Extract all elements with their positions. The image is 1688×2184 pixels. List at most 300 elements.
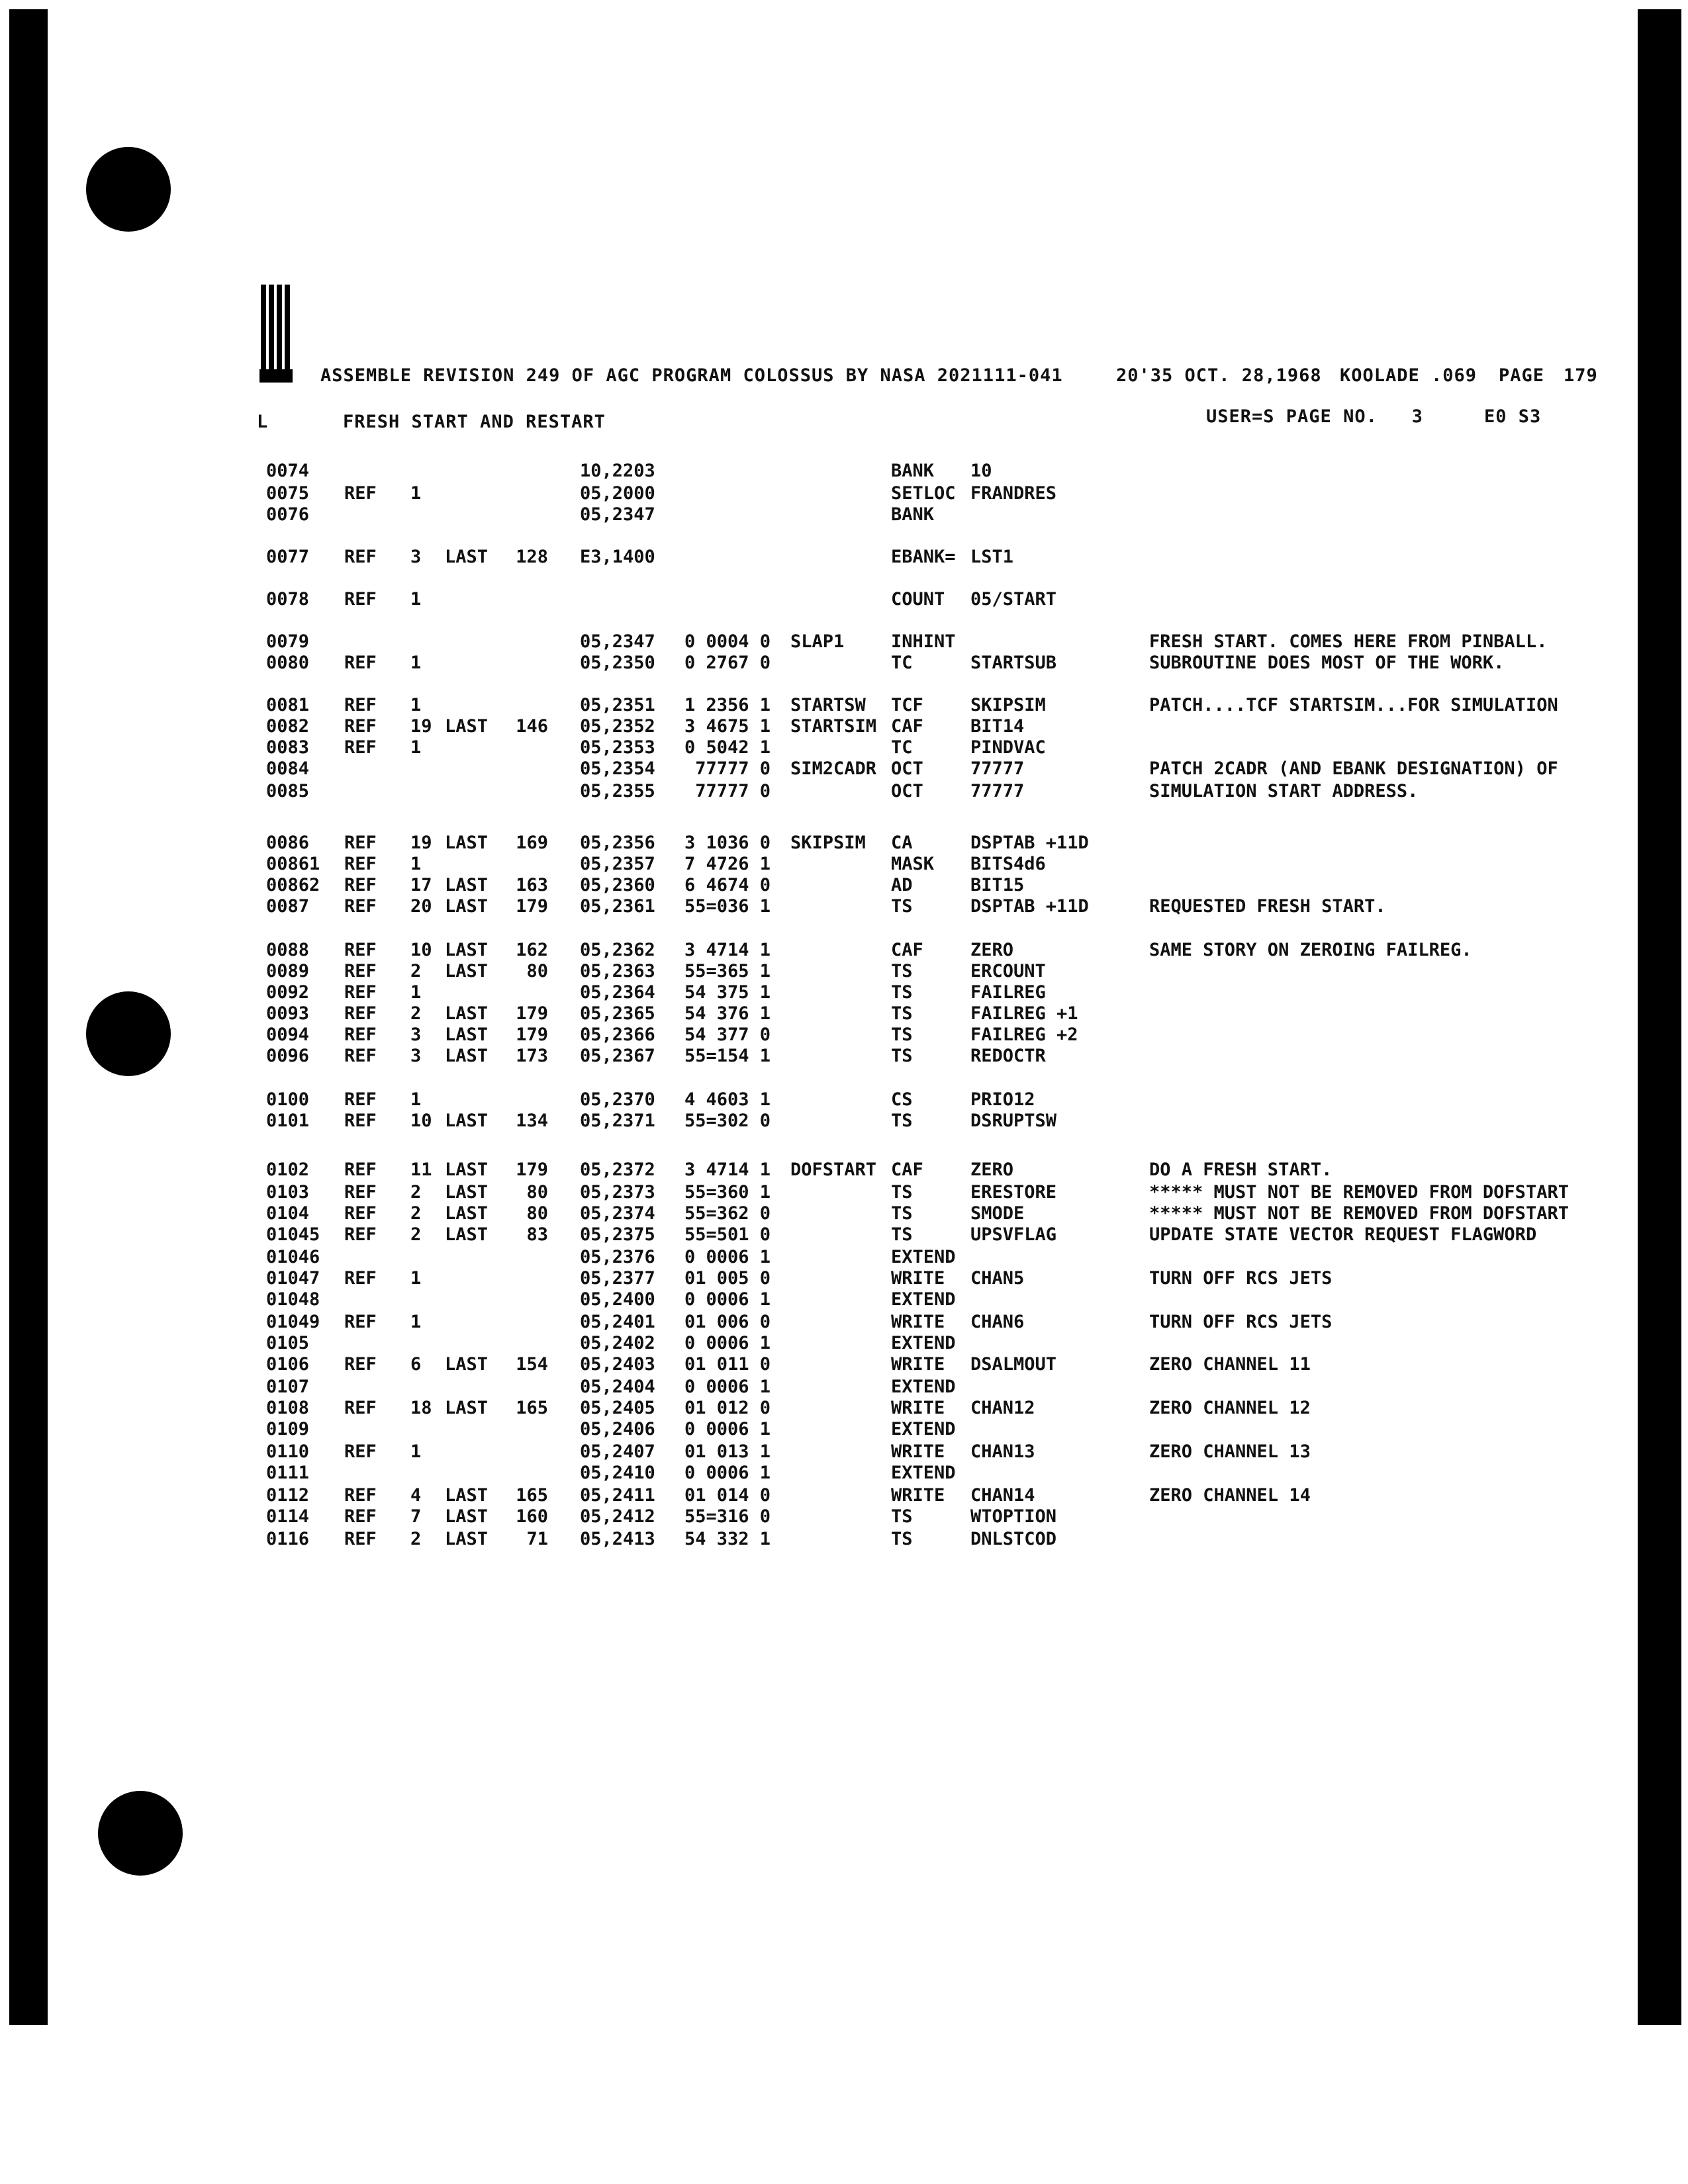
bank-address: 05,2361 — [580, 896, 655, 917]
octal-code: 0 0006 1 — [684, 1419, 771, 1439]
octal-code: 3 1036 0 — [684, 833, 771, 853]
ref-count: 3 — [410, 1046, 422, 1066]
last-page: 173 — [516, 1046, 548, 1066]
octal-code: 01 013 1 — [684, 1441, 771, 1462]
operand: CHAN13 — [970, 1441, 1035, 1462]
ref-count: 2 — [410, 961, 422, 981]
opcode: EXTEND — [891, 1289, 956, 1310]
ref-flag: REF — [344, 1089, 377, 1110]
bank-address: 05,2405 — [580, 1398, 655, 1418]
operand: LST1 — [970, 547, 1014, 567]
ref-count: 19 — [410, 716, 432, 737]
octal-code: 55=362 0 — [684, 1203, 771, 1224]
seq-number: 0109 — [266, 1419, 310, 1439]
last-page: 179 — [516, 896, 548, 917]
listing-title: ASSEMBLE REVISION 249 OF AGC PROGRAM COLOSSUS BY NASA 2021111-041 — [320, 365, 1063, 386]
last-page: 80 — [526, 1203, 548, 1224]
last-label: LAST — [445, 875, 489, 895]
opcode: SETLOC — [891, 483, 956, 504]
last-page: 146 — [516, 716, 548, 737]
last-label: LAST — [445, 1354, 489, 1375]
page-number: 179 — [1564, 365, 1598, 386]
ref-count: 1 — [410, 1312, 422, 1332]
seq-number: 0102 — [266, 1160, 310, 1180]
bank-address: 05,2412 — [580, 1506, 655, 1527]
operand: CHAN12 — [970, 1398, 1035, 1418]
ref-count: 1 — [410, 695, 422, 715]
seq-number: 0100 — [266, 1089, 310, 1110]
bank-address: 05,2350 — [580, 653, 655, 673]
last-label: LAST — [445, 940, 489, 960]
seq-number: 0089 — [266, 961, 310, 981]
comment: ZERO CHANNEL 14 — [1149, 1485, 1311, 1506]
operand: FAILREG — [970, 982, 1046, 1003]
ref-count: 2 — [410, 1529, 422, 1549]
comment: REQUESTED FRESH START. — [1149, 896, 1386, 917]
ref-count: 1 — [410, 854, 422, 874]
bank-address: 05,2366 — [580, 1024, 655, 1045]
operand: SMODE — [970, 1203, 1025, 1224]
operand: FRANDRES — [970, 483, 1057, 504]
last-label: LAST — [445, 547, 489, 567]
bank-address: 05,2362 — [580, 940, 655, 960]
operand: FAILREG +2 — [970, 1024, 1078, 1045]
last-label: LAST — [445, 1506, 489, 1527]
bank-address: 05,2354 — [580, 758, 655, 779]
octal-code: 01 005 0 — [684, 1268, 771, 1289]
opcode: TS — [891, 1046, 913, 1066]
opcode: TS — [891, 1003, 913, 1024]
comment: PATCH 2CADR (AND EBANK DESIGNATION) OF — [1149, 758, 1558, 779]
bank-address: 05,2356 — [580, 833, 655, 853]
ref-count: 4 — [410, 1485, 422, 1506]
ref-flag: REF — [344, 737, 377, 758]
last-label: LAST — [445, 1485, 489, 1506]
seq-number: 00862 — [266, 875, 320, 895]
symbol-label: SKIPSIM — [790, 833, 866, 853]
seq-number: 0081 — [266, 695, 310, 715]
last-label: LAST — [445, 1203, 489, 1224]
operand: BIT15 — [970, 875, 1025, 895]
ref-flag: REF — [344, 1506, 377, 1527]
opcode: TS — [891, 1506, 913, 1527]
seq-number: 0105 — [266, 1333, 310, 1353]
last-page: 169 — [516, 833, 548, 853]
seq-number: 0110 — [266, 1441, 310, 1462]
bank-address: 10,2203 — [580, 461, 655, 481]
ref-flag: REF — [344, 1529, 377, 1549]
bank-address: 05,2374 — [580, 1203, 655, 1224]
bank-address: 05,2373 — [580, 1182, 655, 1203]
ref-count: 10 — [410, 940, 432, 960]
octal-code: 55=154 1 — [684, 1046, 771, 1066]
ref-flag: REF — [344, 875, 377, 895]
bank-address: 05,2372 — [580, 1160, 655, 1180]
comment: PATCH....TCF STARTSIM...FOR SIMULATION — [1149, 695, 1558, 715]
octal-code: 54 375 1 — [684, 982, 771, 1003]
ref-count: 1 — [410, 1268, 422, 1289]
ref-count: 20 — [410, 896, 432, 917]
comment: DO A FRESH START. — [1149, 1160, 1333, 1180]
seq-number: 0086 — [266, 833, 310, 853]
bank-address: 05,2404 — [580, 1377, 655, 1397]
ref-flag: REF — [344, 1182, 377, 1203]
listing-timestamp: 20'35 OCT. 28,1968 — [1116, 365, 1322, 386]
opcode: TS — [891, 1529, 913, 1549]
octal-code: 0 0006 1 — [684, 1247, 771, 1267]
operand: DSRUPTSW — [970, 1111, 1057, 1131]
page-label: PAGE — [1499, 365, 1545, 386]
bank-address: 05,2400 — [580, 1289, 655, 1310]
bank-address: 05,2402 — [580, 1333, 655, 1353]
ref-flag: REF — [344, 1485, 377, 1506]
bank-address: 05,2357 — [580, 854, 655, 874]
seq-number: 0082 — [266, 716, 310, 737]
ref-flag: REF — [344, 1441, 377, 1462]
bank-address: 05,2406 — [580, 1419, 655, 1439]
octal-code: 3 4714 1 — [684, 1160, 771, 1180]
scan-edge-right — [1638, 9, 1681, 2025]
octal-code: 54 376 1 — [684, 1003, 771, 1024]
operand: ZERO — [970, 1160, 1014, 1180]
last-label: LAST — [445, 716, 489, 737]
opcode: WRITE — [891, 1485, 945, 1506]
ref-count: 18 — [410, 1398, 432, 1418]
seq-number: 0092 — [266, 982, 310, 1003]
last-page: 80 — [526, 1182, 548, 1203]
last-page: 80 — [526, 961, 548, 981]
last-page: 163 — [516, 875, 548, 895]
comment: ZERO CHANNEL 11 — [1149, 1354, 1311, 1375]
bank-address: 05,2370 — [580, 1089, 655, 1110]
opcode: EXTEND — [891, 1463, 956, 1483]
bank-address: 05,2410 — [580, 1463, 655, 1483]
ref-flag: REF — [344, 854, 377, 874]
comment: ZERO CHANNEL 13 — [1149, 1441, 1311, 1462]
operand: CHAN6 — [970, 1312, 1025, 1332]
bank-address: 05,2355 — [580, 781, 655, 801]
bank-address: 05,2367 — [580, 1046, 655, 1066]
octal-code: 01 012 0 — [684, 1398, 771, 1418]
seq-number: 01049 — [266, 1312, 320, 1332]
comment: ***** MUST NOT BE REMOVED FROM DOFSTART — [1149, 1182, 1569, 1203]
ref-flag: REF — [344, 1203, 377, 1224]
seq-number: 0101 — [266, 1111, 310, 1131]
seq-number: 0116 — [266, 1529, 310, 1549]
opcode: INHINT — [891, 631, 956, 652]
octal-code: 0 0006 1 — [684, 1289, 771, 1310]
octal-code: 0 2767 0 — [684, 653, 771, 673]
comment: FRESH START. COMES HERE FROM PINBALL. — [1149, 631, 1548, 652]
octal-code: 6 4674 0 — [684, 875, 771, 895]
last-page: 179 — [516, 1024, 548, 1045]
comment: TURN OFF RCS JETS — [1149, 1268, 1333, 1289]
bank-address: 05,2360 — [580, 875, 655, 895]
bank-address: 05,2352 — [580, 716, 655, 737]
opcode: TS — [891, 982, 913, 1003]
seq-number: 0080 — [266, 653, 310, 673]
ref-flag: REF — [344, 1354, 377, 1375]
opcode: COUNT — [891, 589, 945, 610]
octal-code: 55=036 1 — [684, 896, 771, 917]
seq-number: 00861 — [266, 854, 320, 874]
ref-flag: REF — [344, 1046, 377, 1066]
last-page: 160 — [516, 1506, 548, 1527]
ref-count: 10 — [410, 1111, 432, 1131]
comment: ZERO CHANNEL 12 — [1149, 1398, 1311, 1418]
ref-count: 3 — [410, 1024, 422, 1045]
opcode: CAF — [891, 1160, 923, 1180]
bank-address: 05,2363 — [580, 961, 655, 981]
opcode: TCF — [891, 695, 923, 715]
operand: DSPTAB +11D — [970, 896, 1089, 917]
octal-code: 0 0004 0 — [684, 631, 771, 652]
last-label: LAST — [445, 896, 489, 917]
seq-number: 0094 — [266, 1024, 310, 1045]
ref-count: 1 — [410, 1441, 422, 1462]
opcode: OCT — [891, 781, 923, 801]
operand: 77777 — [970, 781, 1025, 801]
ref-count: 1 — [410, 653, 422, 673]
bank-address: 05,2347 — [580, 631, 655, 652]
operand: 77777 — [970, 758, 1025, 779]
last-label: LAST — [445, 1224, 489, 1245]
last-label: LAST — [445, 1398, 489, 1418]
bank-address: 05,2375 — [580, 1224, 655, 1245]
bank-address: 05,2413 — [580, 1529, 655, 1549]
octal-code: 4 4603 1 — [684, 1089, 771, 1110]
octal-code: 0 5042 1 — [684, 737, 771, 758]
last-page: 83 — [526, 1224, 548, 1245]
last-label: LAST — [445, 1046, 489, 1066]
seq-number: 0111 — [266, 1463, 310, 1483]
operand: CHAN5 — [970, 1268, 1025, 1289]
comment: SAME STORY ON ZEROING FAILREG. — [1149, 940, 1472, 960]
last-page: 134 — [516, 1111, 548, 1131]
seq-number: 0093 — [266, 1003, 310, 1024]
symbol-label: STARTSW — [790, 695, 866, 715]
last-page: 71 — [526, 1529, 548, 1549]
seq-number: 0103 — [266, 1182, 310, 1203]
bank-address: 05,2376 — [580, 1247, 655, 1267]
comment: SUBROUTINE DOES MOST OF THE WORK. — [1149, 653, 1505, 673]
seq-number: 0079 — [266, 631, 310, 652]
last-label: LAST — [445, 1182, 489, 1203]
ref-count: 6 — [410, 1354, 422, 1375]
seq-number: 0074 — [266, 461, 310, 481]
section-marker: L — [257, 412, 269, 432]
ref-flag: REF — [344, 1312, 377, 1332]
opcode: CA — [891, 833, 913, 853]
ref-flag: REF — [344, 896, 377, 917]
seq-number: 0084 — [266, 758, 310, 779]
operand: 10 — [970, 461, 992, 481]
operand: DSPTAB +11D — [970, 833, 1089, 853]
last-page: 179 — [516, 1160, 548, 1180]
operand: UPSVFLAG — [970, 1224, 1057, 1245]
octal-code: 77777 0 — [695, 758, 771, 779]
comment: TURN OFF RCS JETS — [1149, 1312, 1333, 1332]
bank-address: 05,2371 — [580, 1111, 655, 1131]
punch-hole-bottom — [98, 1791, 183, 1876]
bank-address: E3,1400 — [580, 547, 655, 567]
ref-flag: REF — [344, 1111, 377, 1131]
octal-code: 54 377 0 — [684, 1024, 771, 1045]
opcode: TS — [891, 1024, 913, 1045]
octal-code: 0 0006 1 — [684, 1463, 771, 1483]
opcode: TC — [891, 653, 913, 673]
ref-count: 1 — [410, 1089, 422, 1110]
seq-number: 0106 — [266, 1354, 310, 1375]
opcode: BANK — [891, 461, 935, 481]
operand: DSALMOUT — [970, 1354, 1057, 1375]
seq-number: 0088 — [266, 940, 310, 960]
seq-number: 0104 — [266, 1203, 310, 1224]
eo-code: E0 S3 — [1484, 406, 1542, 427]
ref-flag: REF — [344, 653, 377, 673]
last-page: 162 — [516, 940, 548, 960]
punch-hole-top — [86, 147, 171, 232]
opcode: AD — [891, 875, 913, 895]
operand: DNLSTCOD — [970, 1529, 1057, 1549]
opcode: CAF — [891, 940, 923, 960]
opcode: TS — [891, 896, 913, 917]
last-page: 179 — [516, 1003, 548, 1024]
ref-count: 1 — [410, 737, 422, 758]
octal-code: 55=360 1 — [684, 1182, 771, 1203]
octal-code: 01 011 0 — [684, 1354, 771, 1375]
operand: ZERO — [970, 940, 1014, 960]
octal-code: 77777 0 — [695, 781, 771, 801]
opcode: EXTEND — [891, 1419, 956, 1439]
seq-number: 0112 — [266, 1485, 310, 1506]
last-label: LAST — [445, 1024, 489, 1045]
seq-number: 01045 — [266, 1224, 320, 1245]
opcode: TS — [891, 1224, 913, 1245]
opcode: TS — [891, 1203, 913, 1224]
ref-flag: REF — [344, 1398, 377, 1418]
ref-flag: REF — [344, 1224, 377, 1245]
section-title: FRESH START AND RESTART — [343, 412, 606, 432]
opcode: EXTEND — [891, 1377, 956, 1397]
opcode: TS — [891, 961, 913, 981]
last-label: LAST — [445, 833, 489, 853]
operand: REDOCTR — [970, 1046, 1046, 1066]
ref-flag: REF — [344, 1160, 377, 1180]
bank-address: 05,2347 — [580, 504, 655, 525]
symbol-label: STARTSIM — [790, 716, 877, 737]
ref-flag: REF — [344, 833, 377, 853]
operand: PINDVAC — [970, 737, 1046, 758]
scan-edge-left — [9, 9, 48, 2025]
seq-number: 01046 — [266, 1247, 320, 1267]
ref-count: 19 — [410, 833, 432, 853]
opcode: WRITE — [891, 1398, 945, 1418]
seq-number: 0096 — [266, 1046, 310, 1066]
bank-address: 05,2407 — [580, 1441, 655, 1462]
ref-flag: REF — [344, 589, 377, 610]
listing-logo-icon — [259, 285, 294, 384]
opcode: EXTEND — [891, 1247, 956, 1267]
operand: CHAN14 — [970, 1485, 1035, 1506]
last-label: LAST — [445, 1003, 489, 1024]
seq-number: 01047 — [266, 1268, 320, 1289]
bank-address: 05,2411 — [580, 1485, 655, 1506]
seq-number: 0108 — [266, 1398, 310, 1418]
opcode: EXTEND — [891, 1333, 956, 1353]
ref-count: 1 — [410, 982, 422, 1003]
opcode: WRITE — [891, 1441, 945, 1462]
opcode: EBANK= — [891, 547, 956, 567]
ref-count: 11 — [410, 1160, 432, 1180]
octal-code: 3 4714 1 — [684, 940, 771, 960]
symbol-label: SLAP1 — [790, 631, 845, 652]
seq-number: 01048 — [266, 1289, 320, 1310]
ref-count: 17 — [410, 875, 432, 895]
ref-count: 3 — [410, 547, 422, 567]
octal-code: 55=365 1 — [684, 961, 771, 981]
ref-count: 2 — [410, 1003, 422, 1024]
last-label: LAST — [445, 1111, 489, 1131]
bank-address: 05,2377 — [580, 1268, 655, 1289]
bank-address: 05,2403 — [580, 1354, 655, 1375]
opcode: CAF — [891, 716, 923, 737]
ref-flag: REF — [344, 940, 377, 960]
bank-address: 05,2353 — [580, 737, 655, 758]
user-page-number: USER=S PAGE NO. 3 — [1206, 406, 1423, 427]
seq-number: 0078 — [266, 589, 310, 610]
ref-flag: REF — [344, 695, 377, 715]
last-page: 154 — [516, 1354, 548, 1375]
bank-address: 05,2351 — [580, 695, 655, 715]
octal-code: 3 4675 1 — [684, 716, 771, 737]
ref-count: 1 — [410, 483, 422, 504]
last-page: 165 — [516, 1485, 548, 1506]
opcode: WRITE — [891, 1268, 945, 1289]
ref-count: 7 — [410, 1506, 422, 1527]
ref-count: 2 — [410, 1203, 422, 1224]
operand: STARTSUB — [970, 653, 1057, 673]
symbol-label: SIM2CADR — [790, 758, 877, 779]
octal-code: 0 0006 1 — [684, 1333, 771, 1353]
operand: BITS4d6 — [970, 854, 1046, 874]
ref-flag: REF — [344, 716, 377, 737]
ref-flag: REF — [344, 1003, 377, 1024]
comment: ***** MUST NOT BE REMOVED FROM DOFSTART — [1149, 1203, 1569, 1224]
punch-hole-middle — [86, 991, 171, 1076]
ref-count: 2 — [410, 1224, 422, 1245]
ref-flag: REF — [344, 483, 377, 504]
ref-flag: REF — [344, 1024, 377, 1045]
opcode: TS — [891, 1111, 913, 1131]
ref-count: 2 — [410, 1182, 422, 1203]
opcode: TC — [891, 737, 913, 758]
ref-count: 1 — [410, 589, 422, 610]
opcode: TS — [891, 1182, 913, 1203]
seq-number: 0083 — [266, 737, 310, 758]
seq-number: 0107 — [266, 1377, 310, 1397]
octal-code: 01 006 0 — [684, 1312, 771, 1332]
opcode: WRITE — [891, 1312, 945, 1332]
comment: SIMULATION START ADDRESS. — [1149, 781, 1419, 801]
opcode: WRITE — [891, 1354, 945, 1375]
seq-number: 0076 — [266, 504, 310, 525]
operand: PRIO12 — [970, 1089, 1035, 1110]
octal-code: 54 332 1 — [684, 1529, 771, 1549]
bank-address: 05,2401 — [580, 1312, 655, 1332]
operand: ERESTORE — [970, 1182, 1057, 1203]
comment: UPDATE STATE VECTOR REQUEST FLAGWORD — [1149, 1224, 1537, 1245]
